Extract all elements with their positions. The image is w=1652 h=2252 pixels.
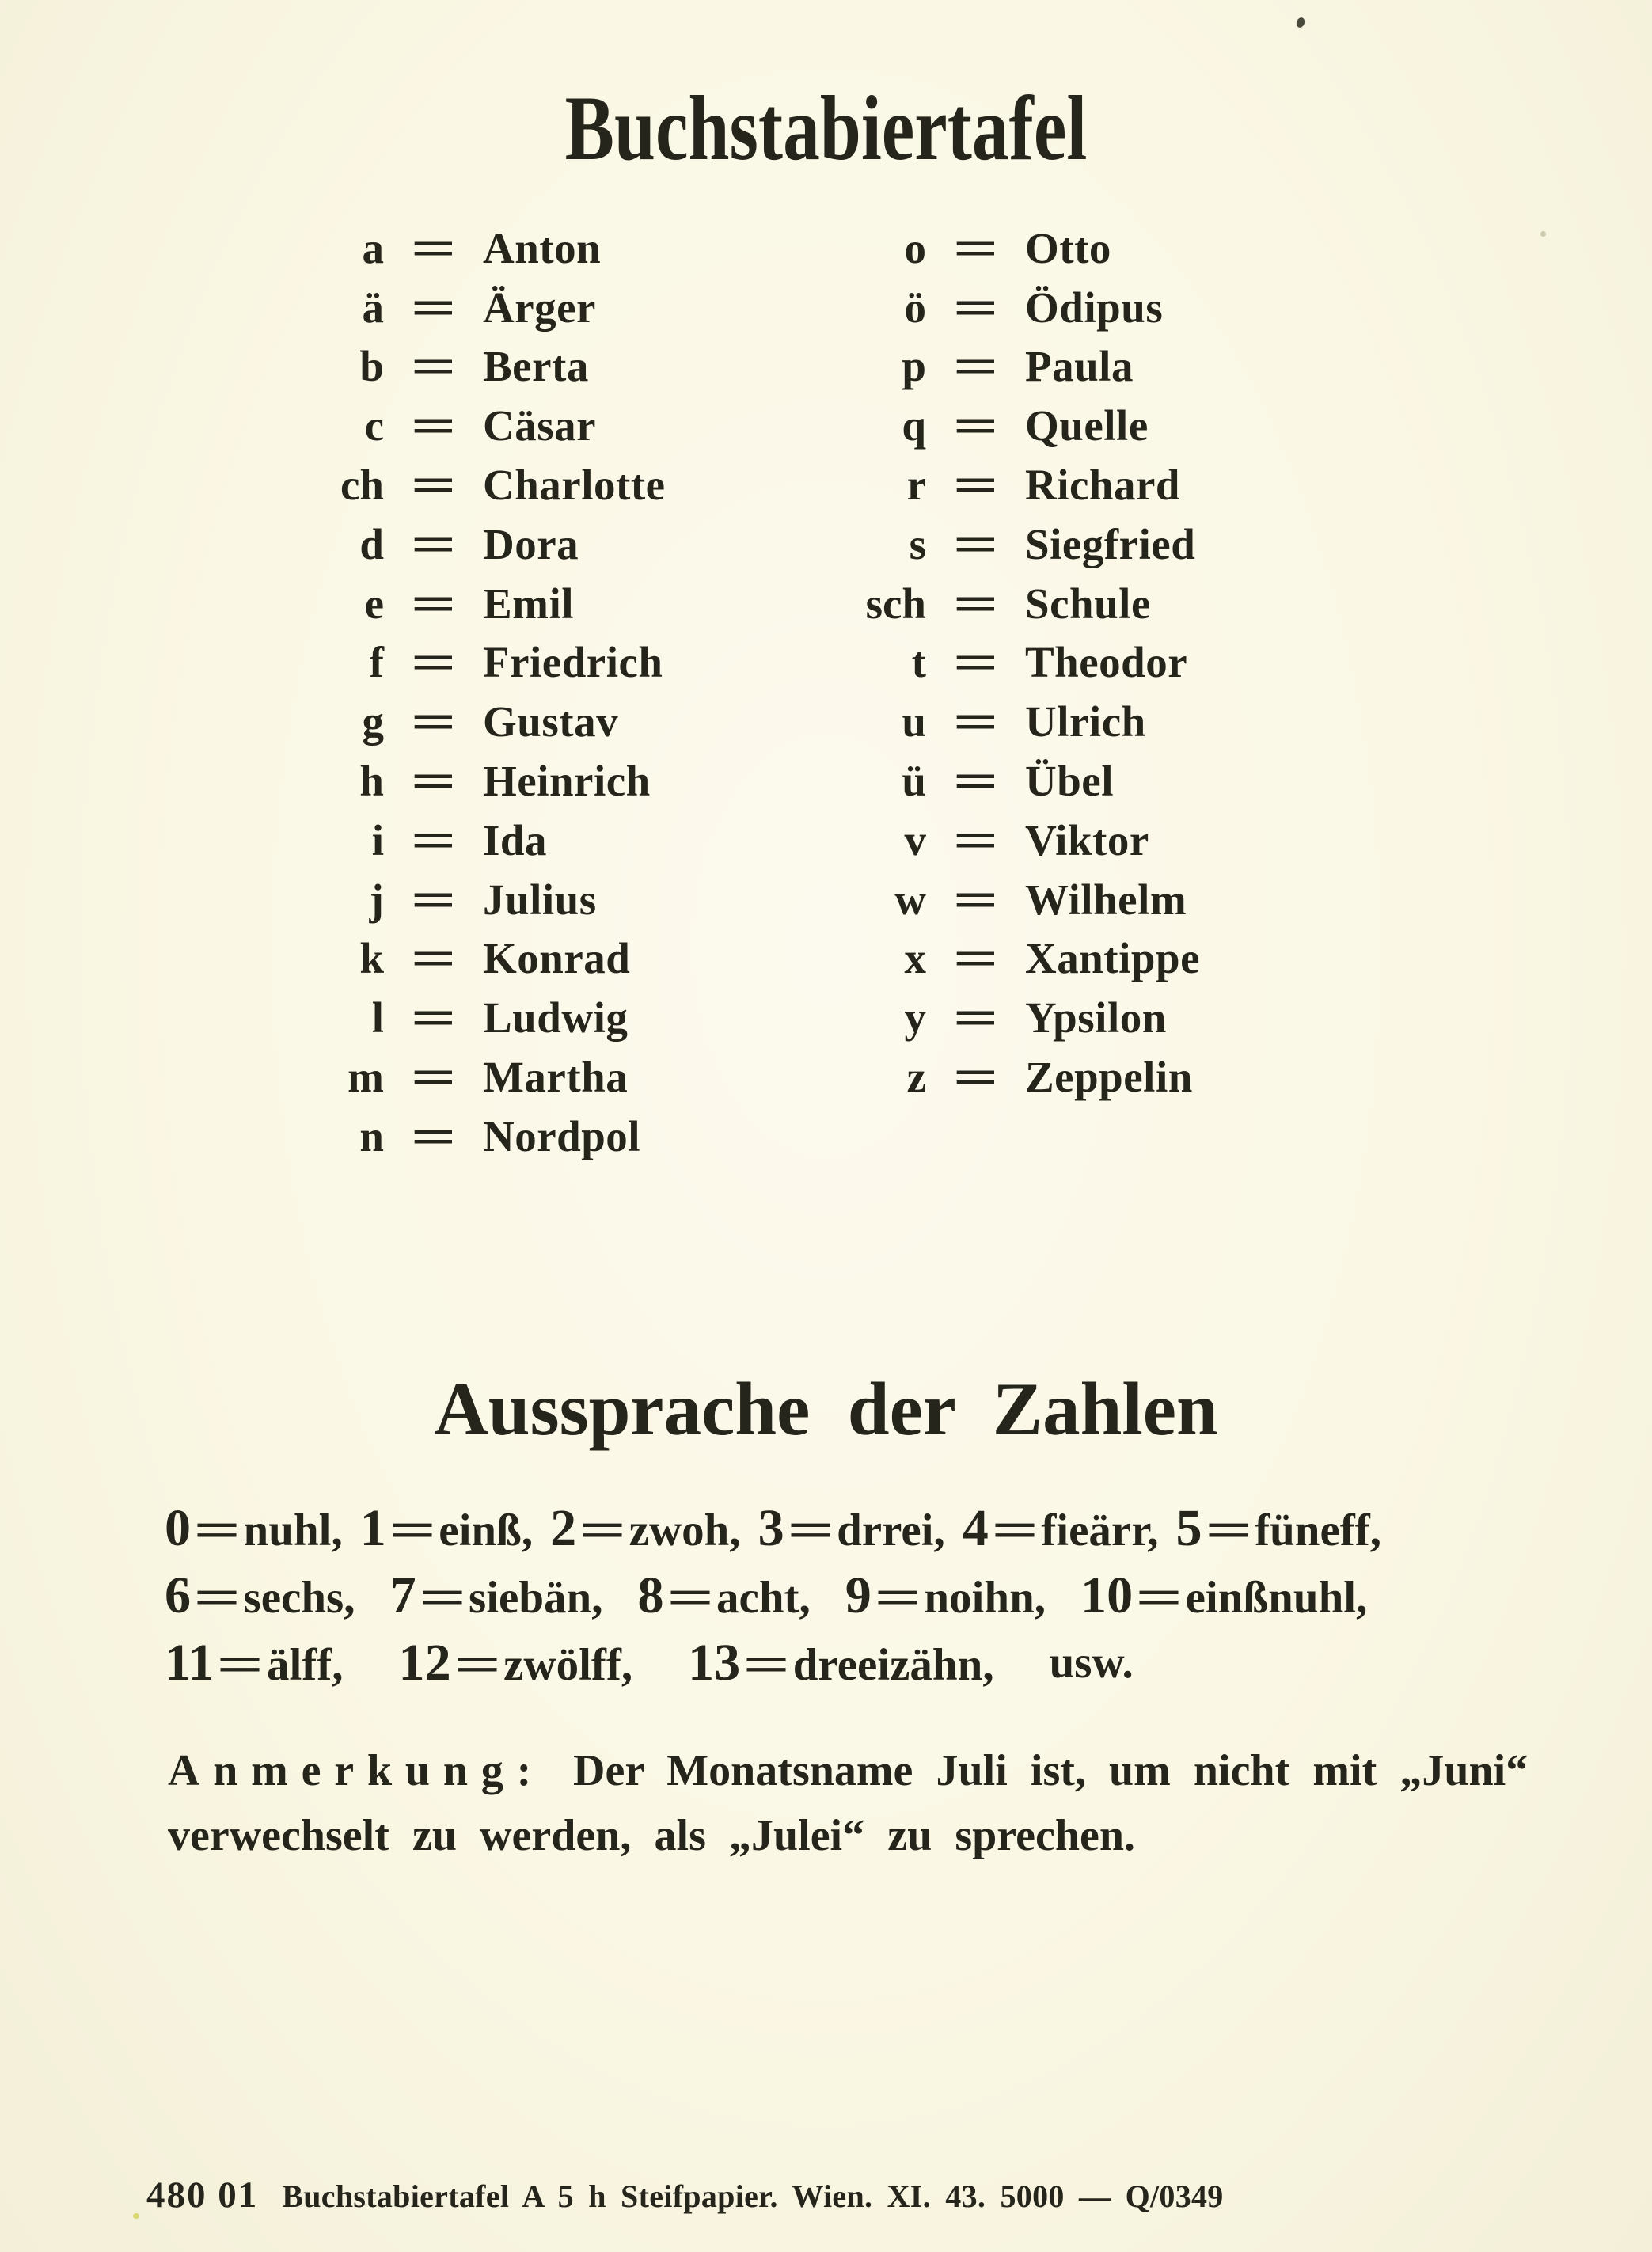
pronunciation: sechs, [243, 1572, 355, 1623]
pronunciation: drrei, [837, 1505, 945, 1555]
code-name: Charlotte [483, 461, 666, 510]
equals-sign: = [952, 753, 999, 809]
digit: 13 [688, 1633, 741, 1692]
code-name: Martha [483, 1053, 629, 1102]
form-number: 480 01 [146, 2174, 259, 2216]
equals-sign: = [410, 575, 457, 632]
code-name: Übel [1025, 757, 1114, 806]
equals-sign: = [410, 338, 457, 395]
equals-sign: = [952, 634, 999, 691]
code-name: Ulrich [1025, 697, 1146, 746]
equals-sign: = [952, 220, 999, 276]
letter-abbreviation: m [347, 1053, 384, 1102]
note-line [168, 1803, 1513, 1868]
letter-abbreviation: q [902, 401, 926, 450]
letter-abbreviation: j [369, 875, 384, 924]
equals-sign: = [952, 989, 999, 1046]
equals-sign: = [410, 812, 457, 868]
equals-sign: = [952, 338, 999, 395]
code-name: Berta [483, 342, 589, 391]
equals-sign: = [389, 1502, 437, 1558]
code-name: Viktor [1025, 815, 1149, 864]
pronunciation: zwoh, [629, 1505, 741, 1555]
code-name: Nordpol [483, 1111, 641, 1160]
number-pair [758, 1498, 945, 1559]
digit: 4 [962, 1498, 989, 1557]
code-name: Zeppelin [1025, 1053, 1193, 1102]
equals-sign: = [952, 516, 999, 572]
equals-sign: = [874, 1570, 922, 1625]
digit: 3 [758, 1498, 784, 1557]
code-name: Cäsar [483, 401, 597, 450]
note-text: verwechselt zu werden, als „Julei“ zu sprechen. [168, 1811, 1135, 1860]
pronunciation: fieärr, [1041, 1505, 1159, 1555]
letter-abbreviation: i [371, 815, 384, 864]
equals-sign: = [410, 397, 457, 454]
equals-sign: = [952, 397, 999, 454]
equals-sign: = [952, 1049, 999, 1105]
number-pair [399, 1633, 633, 1693]
digit: 8 [637, 1566, 664, 1624]
digit: 5 [1175, 1498, 1202, 1557]
pronunciation: acht, [716, 1572, 811, 1623]
code-name: Konrad [483, 934, 631, 983]
pronunciation: noihn, [924, 1572, 1046, 1623]
code-name: Friedrich [483, 638, 663, 687]
number-pair [360, 1498, 533, 1559]
equals-sign: = [786, 1502, 834, 1558]
equals-sign: = [952, 872, 999, 928]
equals-sign: = [666, 1570, 714, 1625]
equals-sign: = [952, 279, 999, 336]
equals-sign: = [193, 1502, 241, 1558]
letter-abbreviation: ä [362, 283, 384, 332]
equals-sign: = [410, 220, 457, 276]
code-name: Wilhelm [1025, 875, 1187, 924]
equals-sign: = [991, 1502, 1039, 1558]
digit: 12 [398, 1633, 451, 1692]
equals-sign: = [952, 930, 999, 987]
letter-abbreviation: t [911, 638, 926, 687]
equals-sign: = [410, 457, 457, 513]
imprint-footer [146, 2174, 1224, 2216]
pronunciation: siebän, [469, 1572, 603, 1623]
code-name: Theodor [1025, 638, 1188, 687]
equals-sign: = [410, 872, 457, 928]
letter-abbreviation: c [364, 401, 384, 450]
letter-abbreviation: s [909, 519, 926, 568]
numbers-section-heading: Aussprache der Zahlen [434, 1367, 1218, 1451]
letter-abbreviation: k [359, 934, 384, 983]
equals-sign: = [742, 1637, 791, 1692]
digit: 11 [165, 1633, 215, 1692]
equals-sign: = [579, 1502, 627, 1558]
pronunciation: zwölff, [503, 1639, 633, 1690]
code-name: Xantippe [1025, 934, 1200, 983]
equals-sign: = [410, 693, 457, 750]
pronunciation: dreeizähn, [792, 1639, 994, 1690]
equals-sign: = [216, 1637, 264, 1692]
letter-abbreviation: a [362, 223, 384, 272]
scan-speck [133, 2213, 139, 2219]
letter-abbreviation: f [369, 638, 384, 687]
code-name: Siegfried [1025, 519, 1196, 568]
equals-sign: = [453, 1637, 501, 1692]
equals-sign: = [1204, 1502, 1252, 1558]
digit: 7 [389, 1566, 416, 1624]
page-title: Buchstabiertafel [564, 77, 1088, 180]
numbers-line [165, 1562, 1526, 1629]
code-name: Heinrich [483, 757, 651, 806]
letter-abbreviation: h [359, 757, 384, 806]
number-pair [638, 1566, 811, 1626]
code-name: Emil [483, 579, 575, 628]
imprint-text: Buchstabiertafel A 5 h Steifpapier. Wien. XI. 43. 5000 — Q/0349 [282, 2178, 1224, 2214]
digit: 10 [1080, 1566, 1134, 1624]
pronunciation: einßnuhl, [1185, 1572, 1368, 1623]
letter-abbreviation: b [359, 342, 384, 391]
number-pair [550, 1498, 740, 1559]
equals-sign: = [410, 634, 457, 691]
numbers-line [165, 1494, 1526, 1562]
digit: 1 [359, 1498, 386, 1557]
spelling-table-right-column [780, 218, 1200, 1107]
digit: 6 [165, 1566, 192, 1624]
number-pair [1080, 1566, 1367, 1626]
letter-abbreviation: v [904, 815, 926, 864]
code-name: Ypsilon [1025, 993, 1167, 1042]
pronunciation: älff, [266, 1639, 344, 1690]
letter-abbreviation: y [904, 993, 926, 1042]
code-name: Ida [483, 815, 547, 864]
note-paragraph [168, 1738, 1529, 1868]
numbers-line [165, 1629, 1526, 1696]
code-name: Julius [483, 875, 597, 924]
letter-abbreviation: ch [340, 461, 384, 510]
code-name: Richard [1025, 461, 1180, 510]
number-pair [688, 1633, 993, 1693]
equals-sign: = [410, 1049, 457, 1105]
note-label: Anmerkung: [168, 1746, 545, 1795]
letter-abbreviation: u [902, 697, 926, 746]
equals-sign: = [418, 1570, 466, 1625]
equals-sign: = [410, 989, 457, 1046]
letter-abbreviation: l [371, 993, 384, 1042]
number-pair [845, 1566, 1046, 1626]
number-pair [165, 1633, 344, 1693]
code-name: Paula [1025, 342, 1134, 391]
code-name: Ärger [483, 283, 596, 332]
pronunciation: nuhl, [243, 1505, 343, 1555]
letter-abbreviation: sch [865, 579, 926, 628]
digit: 2 [550, 1498, 577, 1557]
letter-abbreviation: n [359, 1111, 384, 1160]
letter-abbreviation: x [904, 934, 926, 983]
digit: 9 [845, 1566, 872, 1624]
code-name: Ludwig [483, 993, 629, 1042]
letter-abbreviation: w [894, 875, 926, 924]
letter-abbreviation: o [904, 223, 926, 272]
equals-sign: = [410, 279, 457, 336]
note-line [168, 1738, 1529, 1803]
number-pair [165, 1566, 355, 1626]
letter-abbreviation: r [906, 461, 926, 510]
code-name: Otto [1025, 223, 1111, 272]
equals-sign: = [952, 812, 999, 868]
number-pair [165, 1498, 343, 1559]
letter-abbreviation: p [902, 342, 926, 391]
equals-sign: = [410, 1108, 457, 1164]
letter-abbreviation: g [362, 697, 384, 746]
scan-speck [1540, 231, 1546, 237]
code-name: Schule [1025, 579, 1151, 628]
code-name: Gustav [483, 697, 619, 746]
code-name: Anton [483, 223, 602, 272]
letter-abbreviation: ö [904, 283, 926, 332]
number-pair [1176, 1498, 1381, 1559]
letter-abbreviation: z [906, 1053, 926, 1102]
equals-sign: = [952, 693, 999, 750]
spelling-table-left-column [237, 218, 666, 1166]
letter-abbreviation: d [359, 519, 384, 568]
code-name: Ödipus [1025, 283, 1164, 332]
code-name: Dora [483, 519, 579, 568]
equals-sign: = [193, 1570, 241, 1625]
equals-sign: = [410, 930, 457, 987]
equals-sign: = [952, 575, 999, 632]
etcetera-abbreviation: usw. [1049, 1638, 1134, 1688]
code-name: Quelle [1025, 401, 1149, 450]
equals-sign: = [410, 753, 457, 809]
number-pair [389, 1566, 602, 1626]
note-text: Der Monatsname Juli ist, um nicht mit „Juni“ [573, 1746, 1529, 1795]
letter-abbreviation: ü [902, 757, 926, 806]
equals-sign: = [952, 457, 999, 513]
number-pair [963, 1498, 1159, 1559]
digit: 0 [165, 1498, 192, 1557]
numbers-pronunciation-paragraph [165, 1494, 1526, 1696]
pronunciation: einß, [439, 1505, 534, 1555]
equals-sign: = [410, 516, 457, 572]
letter-abbreviation: e [364, 579, 384, 628]
scan-speck [1295, 17, 1306, 29]
equals-sign: = [1135, 1570, 1183, 1625]
pronunciation: füneff, [1255, 1505, 1381, 1555]
